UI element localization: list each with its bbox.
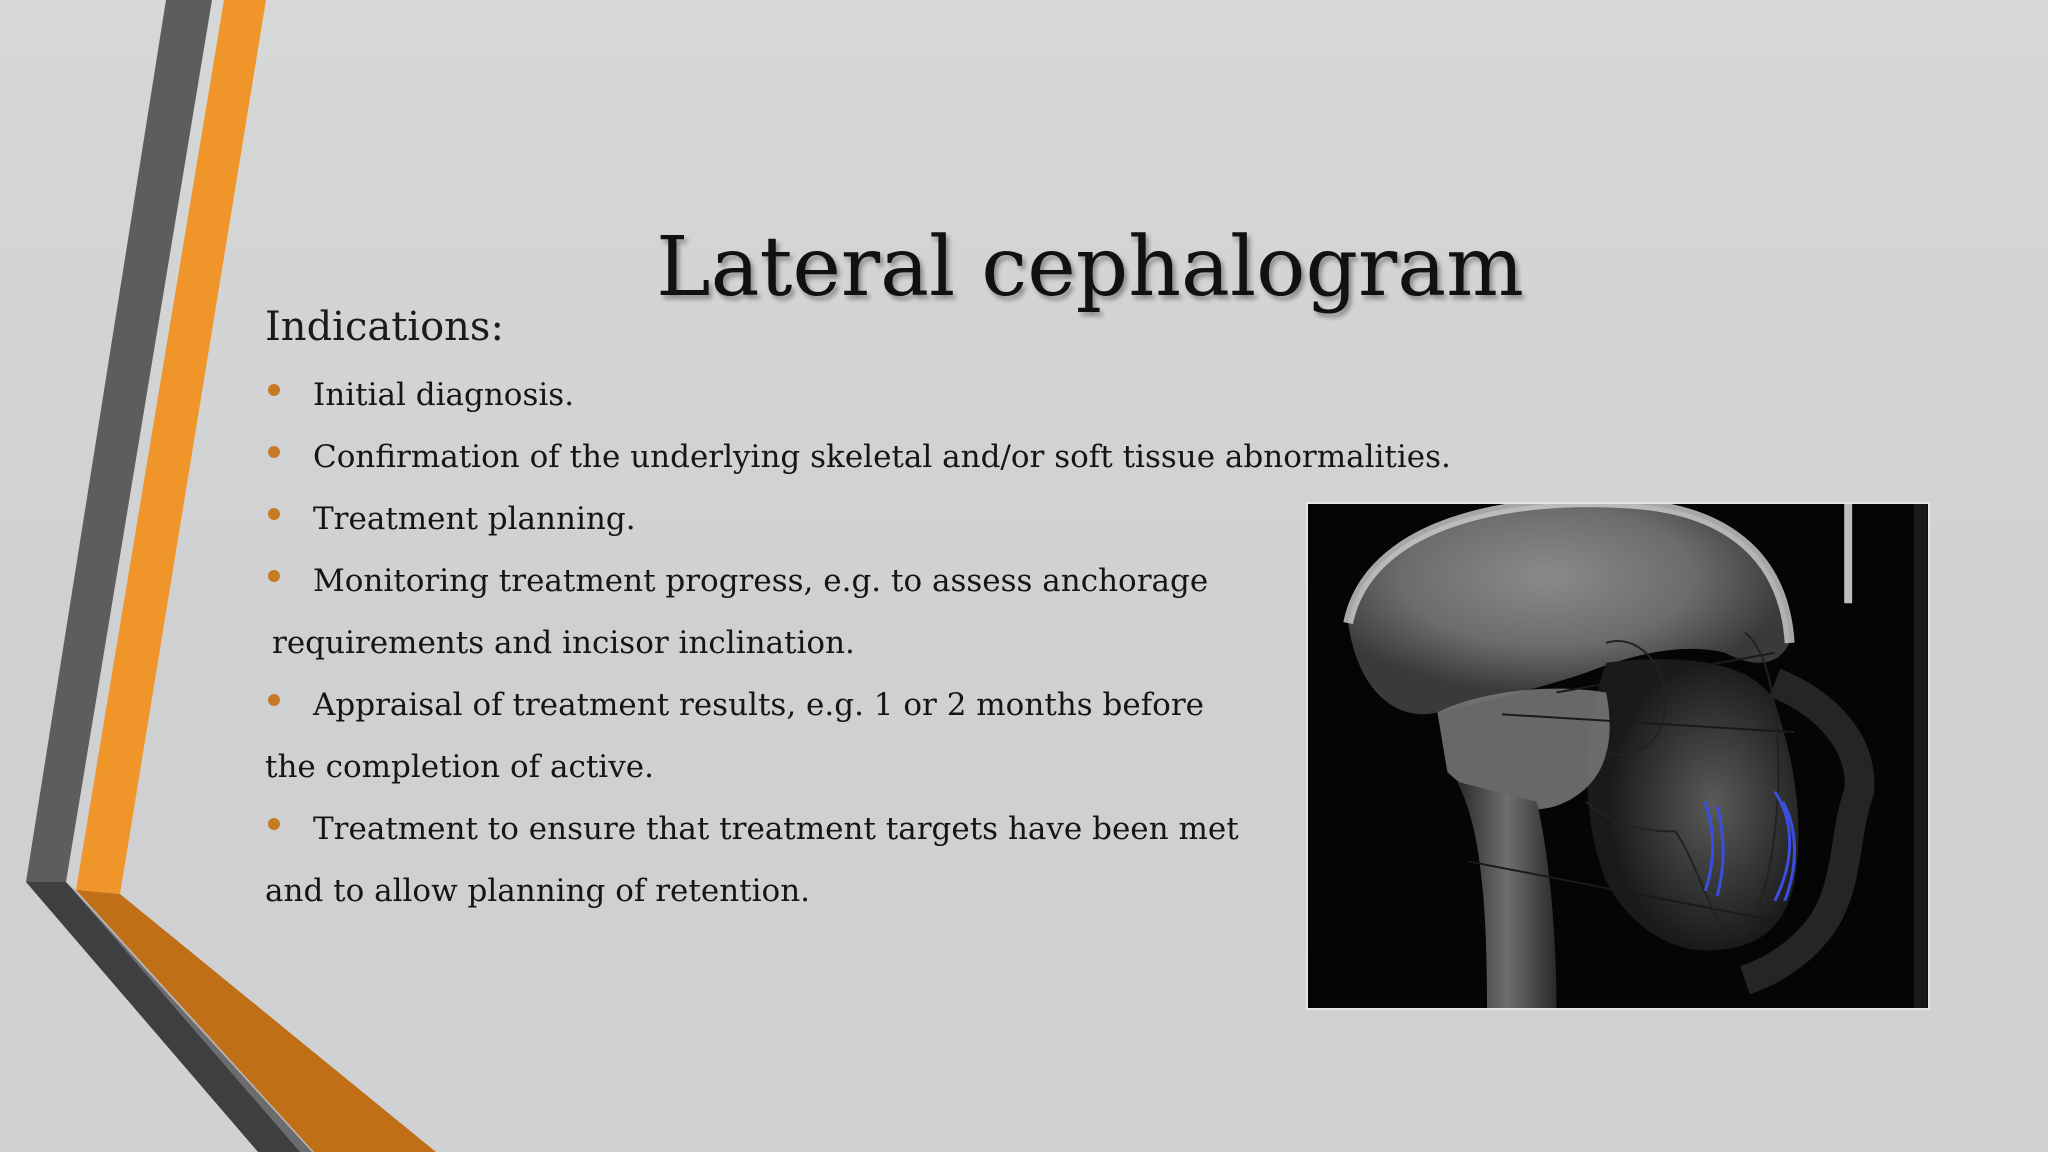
bullet-text: Monitoring treatment progress, e.g. to assess anchorage xyxy=(313,563,1209,599)
lateral-cephalogram-xray-icon xyxy=(1308,504,1928,1008)
bullet-text: Confirmation of the underlying skeletal and/or soft tissue abnormalities. xyxy=(313,439,1451,475)
bullet-text-continued: the completion of active. xyxy=(265,749,654,785)
bullet-text: Treatment planning. xyxy=(313,501,636,537)
slide-title: Lateral cephalogram xyxy=(656,220,1524,315)
bullet-dot xyxy=(268,446,280,458)
bullet-text-continued: requirements and incisor inclination. xyxy=(272,625,855,661)
bullet-dot xyxy=(268,818,280,830)
bullet-text: Treatment to ensure that treatment targets have been met xyxy=(313,811,1239,847)
cephalogram-image xyxy=(1306,502,1930,1010)
bullet-dot xyxy=(268,508,280,520)
bullet-text-continued: and to allow planning of retention. xyxy=(265,873,811,909)
bullet-dot xyxy=(268,570,280,582)
bullet-dot xyxy=(268,384,280,396)
stripe-dark-highlight xyxy=(66,882,314,1152)
bullet-text: Appraisal of treatment results, e.g. 1 or 2 months before xyxy=(313,687,1204,723)
bullet-text: Initial diagnosis. xyxy=(313,377,575,413)
bullet-dot xyxy=(268,694,280,706)
indications-heading: Indications: xyxy=(265,304,504,350)
